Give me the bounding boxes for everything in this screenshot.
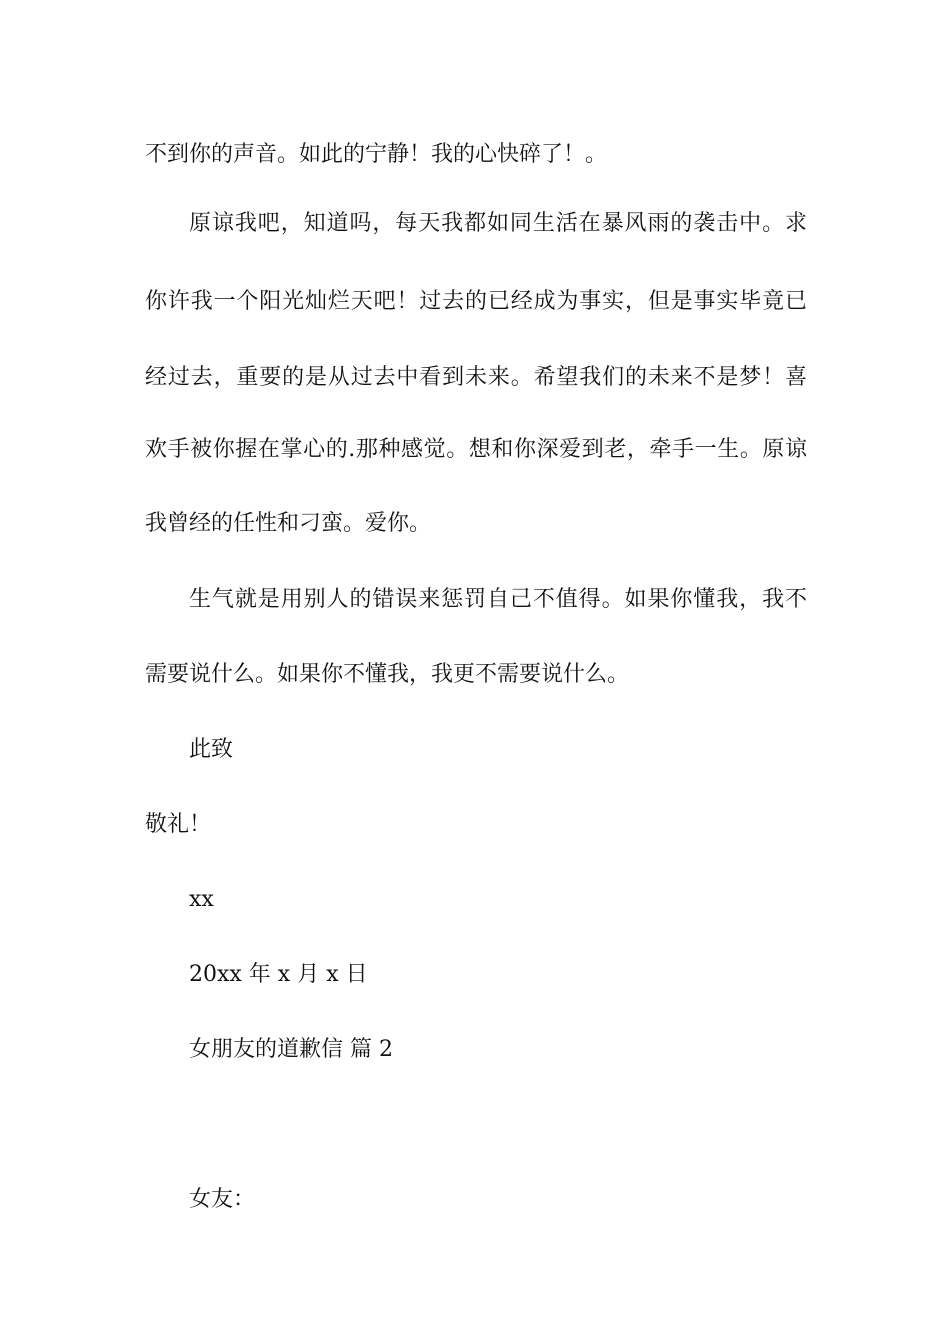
paragraph-line: 经过去，重要的是从过去中看到未来。希望我们的未来不是梦！喜	[145, 365, 807, 390]
closing-salutation: 此致	[189, 737, 234, 762]
signature: xx	[189, 887, 214, 912]
paragraph-line: 欢手被你握在掌心的.那种感觉。想和你深爱到老，牵手一生。原谅	[145, 437, 807, 462]
paragraph-line: 你许我一个阳光灿烂天吧！过去的已经成为事实，但是事实毕竟已	[145, 289, 807, 314]
paragraph-line: 原谅我吧，知道吗，每天我都如同生活在暴风雨的袭击中。求	[189, 211, 807, 236]
paragraph-line: 需要说什么。如果你不懂我，我更不需要说什么。	[145, 662, 630, 687]
paragraph-line: 我曾经的任性和刁蛮。爱你。	[145, 511, 432, 536]
paragraph-line: 生气就是用别人的错误来惩罚自己不值得。如果你懂我，我不	[189, 587, 807, 612]
closing-regards: 敬礼！	[145, 812, 212, 837]
greeting: 女友：	[189, 1187, 256, 1212]
date-line: 20xx 年 x 月 x 日	[189, 962, 368, 987]
section-title: 女朋友的道歉信 篇 2	[189, 1037, 393, 1062]
paragraph-line: 不到你的声音。如此的宁静！我的心快碎了！。	[145, 142, 608, 167]
